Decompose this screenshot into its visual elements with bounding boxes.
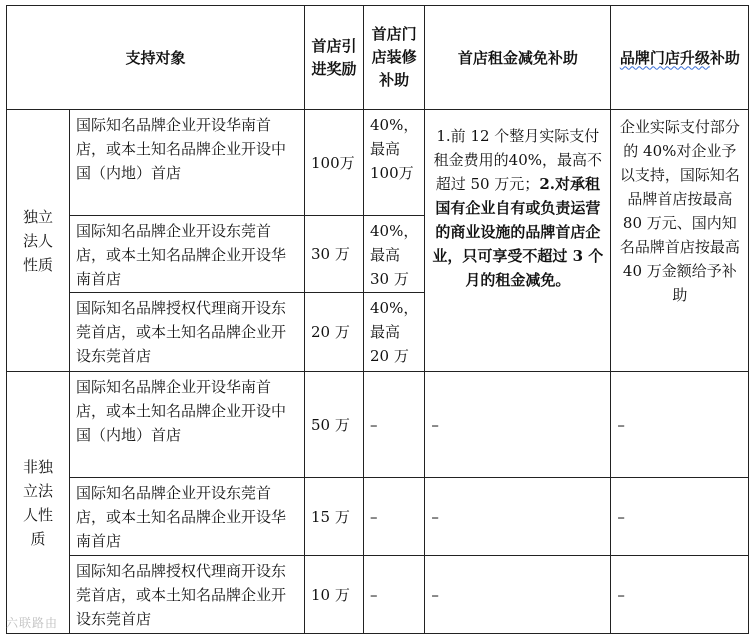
row-reward: 20 万 bbox=[305, 293, 364, 372]
header-target: 支持对象 bbox=[7, 6, 305, 110]
row-reward: 15 万 bbox=[305, 478, 364, 556]
row-desc: 国际知名品牌企业开设华南首店，或本土知名品牌企业开设中国（内地）首店 bbox=[70, 110, 305, 216]
header-upgrade-line1: 品牌门店升级 bbox=[619, 48, 710, 67]
row-renovation: 40%，最高20 万 bbox=[364, 293, 425, 372]
rent-subsidy-part1: 1.前 12 个整月实际支付租金费用的40%，最高不超过 50 万元； bbox=[433, 127, 603, 193]
header-renovation: 首店门店装修补助 bbox=[364, 6, 425, 110]
row-rent: – bbox=[425, 556, 611, 634]
row-renovation: – bbox=[364, 478, 425, 556]
row-rent: – bbox=[425, 372, 611, 478]
table-row bbox=[7, 478, 749, 556]
row-renovation: – bbox=[364, 372, 425, 478]
upgrade-subsidy-text: 企业实际支付部分的 40%对企业予以支持，国际知名品牌首店按最高 80 万元、国内知名品牌首店按最高 40 万金额给予补助 bbox=[611, 110, 749, 372]
rent-subsidy-part2: 2.对承租国有企业自有或负责运营的商业设施的品牌首店企业，只可享受不超过 3 个月的租金减免。 bbox=[432, 175, 604, 289]
rent-subsidy-text bbox=[425, 110, 611, 372]
row-desc: 国际知名品牌企业开设东莞首店，或本土知名品牌企业开设华南首店 bbox=[70, 478, 305, 556]
row-renovation: 40%，最高30 万 bbox=[364, 216, 425, 293]
table-row bbox=[7, 556, 749, 634]
header-row bbox=[7, 6, 749, 110]
row-reward: 30 万 bbox=[305, 216, 364, 293]
row-renovation: 40%，最高100万 bbox=[364, 110, 425, 216]
header-upgrade-line2: 补助 bbox=[709, 48, 740, 67]
table-row bbox=[7, 110, 749, 216]
row-rent: – bbox=[425, 478, 611, 556]
watermark: 六联路由 bbox=[6, 616, 59, 630]
row-reward: 10 万 bbox=[305, 556, 364, 634]
row-upgrade: – bbox=[611, 478, 749, 556]
row-upgrade: – bbox=[611, 556, 749, 634]
row-desc: 国际知名品牌授权代理商开设东莞首店，或本土知名品牌企业开设东莞首店 bbox=[70, 556, 305, 634]
table-row bbox=[7, 372, 749, 478]
group-independent: 独立法人性质 bbox=[7, 110, 70, 372]
row-desc: 国际知名品牌企业开设东莞首店，或本土知名品牌企业开设华南首店 bbox=[70, 216, 305, 293]
row-desc: 国际知名品牌授权代理商开设东莞首店，或本土知名品牌企业开设东莞首店 bbox=[70, 293, 305, 372]
header-entry-reward: 首店引进奖励 bbox=[305, 6, 364, 110]
header-upgrade bbox=[611, 6, 749, 110]
header-rent: 首店租金减免补助 bbox=[425, 6, 611, 110]
policy-table bbox=[6, 5, 749, 634]
row-reward: 50 万 bbox=[305, 372, 364, 478]
row-renovation: – bbox=[364, 556, 425, 634]
row-reward: 100万 bbox=[305, 110, 364, 216]
row-desc: 国际知名品牌企业开设华南首店，或本土知名品牌企业开设中国（内地）首店 bbox=[70, 372, 305, 478]
group-non-independent: 非独立法人性质 bbox=[7, 372, 70, 634]
row-upgrade: – bbox=[611, 372, 749, 478]
